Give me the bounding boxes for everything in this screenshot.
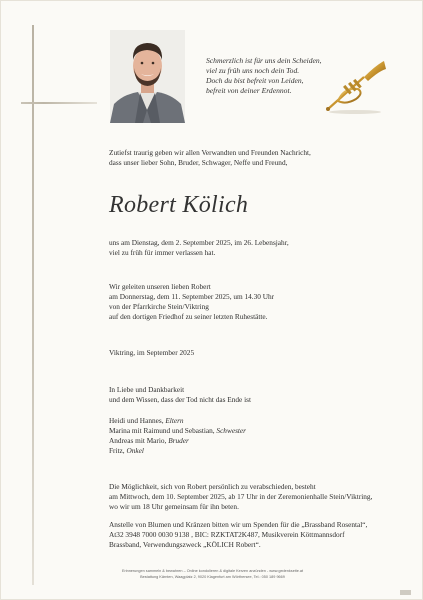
quote-line: befreit von deiner Erdennot.: [206, 86, 292, 95]
quote-line: Schmerzlich ist für uns dein Scheiden,: [206, 56, 322, 65]
closing-line: In Liebe und Dankbarkeit: [109, 385, 185, 394]
intro-line: dass unser lieber Sohn, Bruder, Schwager, Neffe und Freund,: [109, 158, 288, 167]
footer-line: Bestattung Kärnten, Waagplatz 2, 9020 Klagenfurt am Wörthersee, Tel.: 050 189 9669: [140, 575, 285, 579]
funeral-line: Wir geleiten unseren lieben Robert: [109, 282, 211, 291]
intro-line: Zutiefst traurig geben wir allen Verwandten und Freunden Nachricht,: [109, 148, 311, 157]
mourner-relation: Bruder: [168, 436, 189, 445]
trumpet-icon: [324, 59, 388, 115]
mourner-relation: Schwester: [216, 426, 247, 435]
footer: [1, 568, 423, 580]
mourner-names: Heidi und Hannes,: [109, 416, 166, 425]
cross-vertical-beam: [32, 25, 34, 585]
deceased-name: Robert Kölich: [109, 192, 249, 218]
mourner-entry: [109, 416, 246, 426]
funeral-text: [109, 282, 274, 322]
death-notice-line: viel zu früh für immer verlassen hat.: [109, 248, 216, 257]
donation-line: Brassband, Verwendungszweck „KÖLICH Robert“.: [109, 540, 261, 549]
mourner-names: Andreas mit Mario,: [109, 436, 169, 445]
closing-text: [109, 385, 251, 405]
viewing-text: [109, 482, 372, 512]
portrait-photo: [110, 30, 185, 123]
funeral-line: auf den dortigen Friedhof zu seiner letzten Ruhestätte.: [109, 312, 268, 321]
funeral-line: am Donnerstag, dem 11. September 2025, um 14.30 Uhr: [109, 292, 275, 301]
death-notice-line: uns am Dienstag, dem 2. September 2025, im 26. Lebensjahr,: [109, 238, 289, 247]
mourner-entry: [109, 426, 246, 436]
intro-text: [109, 148, 311, 168]
donation-text: [109, 520, 367, 550]
mourner-relation: Onkel: [126, 446, 144, 455]
funeral-line: von der Pfarrkirche Stein/Viktring: [109, 302, 209, 311]
quote-line: viel zu früh uns noch dein Tod.: [206, 66, 300, 75]
quote-line: Doch du bist befreit von Leiden,: [206, 76, 304, 85]
reference-code-mark: [400, 590, 411, 595]
mourner-entry: [109, 436, 246, 446]
viewing-line: Die Möglichkeit, sich von Robert persönlich zu verabschieden, besteht: [109, 482, 316, 491]
cross-horizontal-beam: [21, 102, 97, 104]
mourner-names: Fritz,: [109, 446, 127, 455]
quote-poem: [206, 56, 322, 96]
mourners-list: [109, 416, 246, 456]
closing-line: und dem Wissen, dass der Tod nicht das Ende ist: [109, 395, 252, 404]
place-date: Viktring, im September 2025: [109, 348, 195, 357]
viewing-line: wo wir um 18 Uhr gemeinsam für ihn beten.: [109, 502, 239, 511]
footer-line: Erinnerungen sammeln & bewahren – Online kondolieren & digitale Kerzen anzünden - www.gedenkseite.at: [121, 569, 304, 573]
viewing-line: am Mittwoch, dem 10. September 2025, ab 17 Uhr in der Zeremonienhalle Stein/Viktring,: [109, 492, 373, 501]
donation-line: At32 3948 7000 0030 9138 , BIC: RZKTAT2K487, Musikverein Köttmannsdorf: [109, 530, 345, 539]
death-notice-text: [109, 238, 289, 258]
mourner-entry: [109, 446, 246, 456]
mourner-relation: Eltern: [165, 416, 184, 425]
mourner-names: Marina mit Raimund und Sebastian,: [109, 426, 217, 435]
donation-line: Anstelle von Blumen und Kränzen bitten wir um Spenden für die „Brassband Rosental“,: [109, 520, 368, 529]
